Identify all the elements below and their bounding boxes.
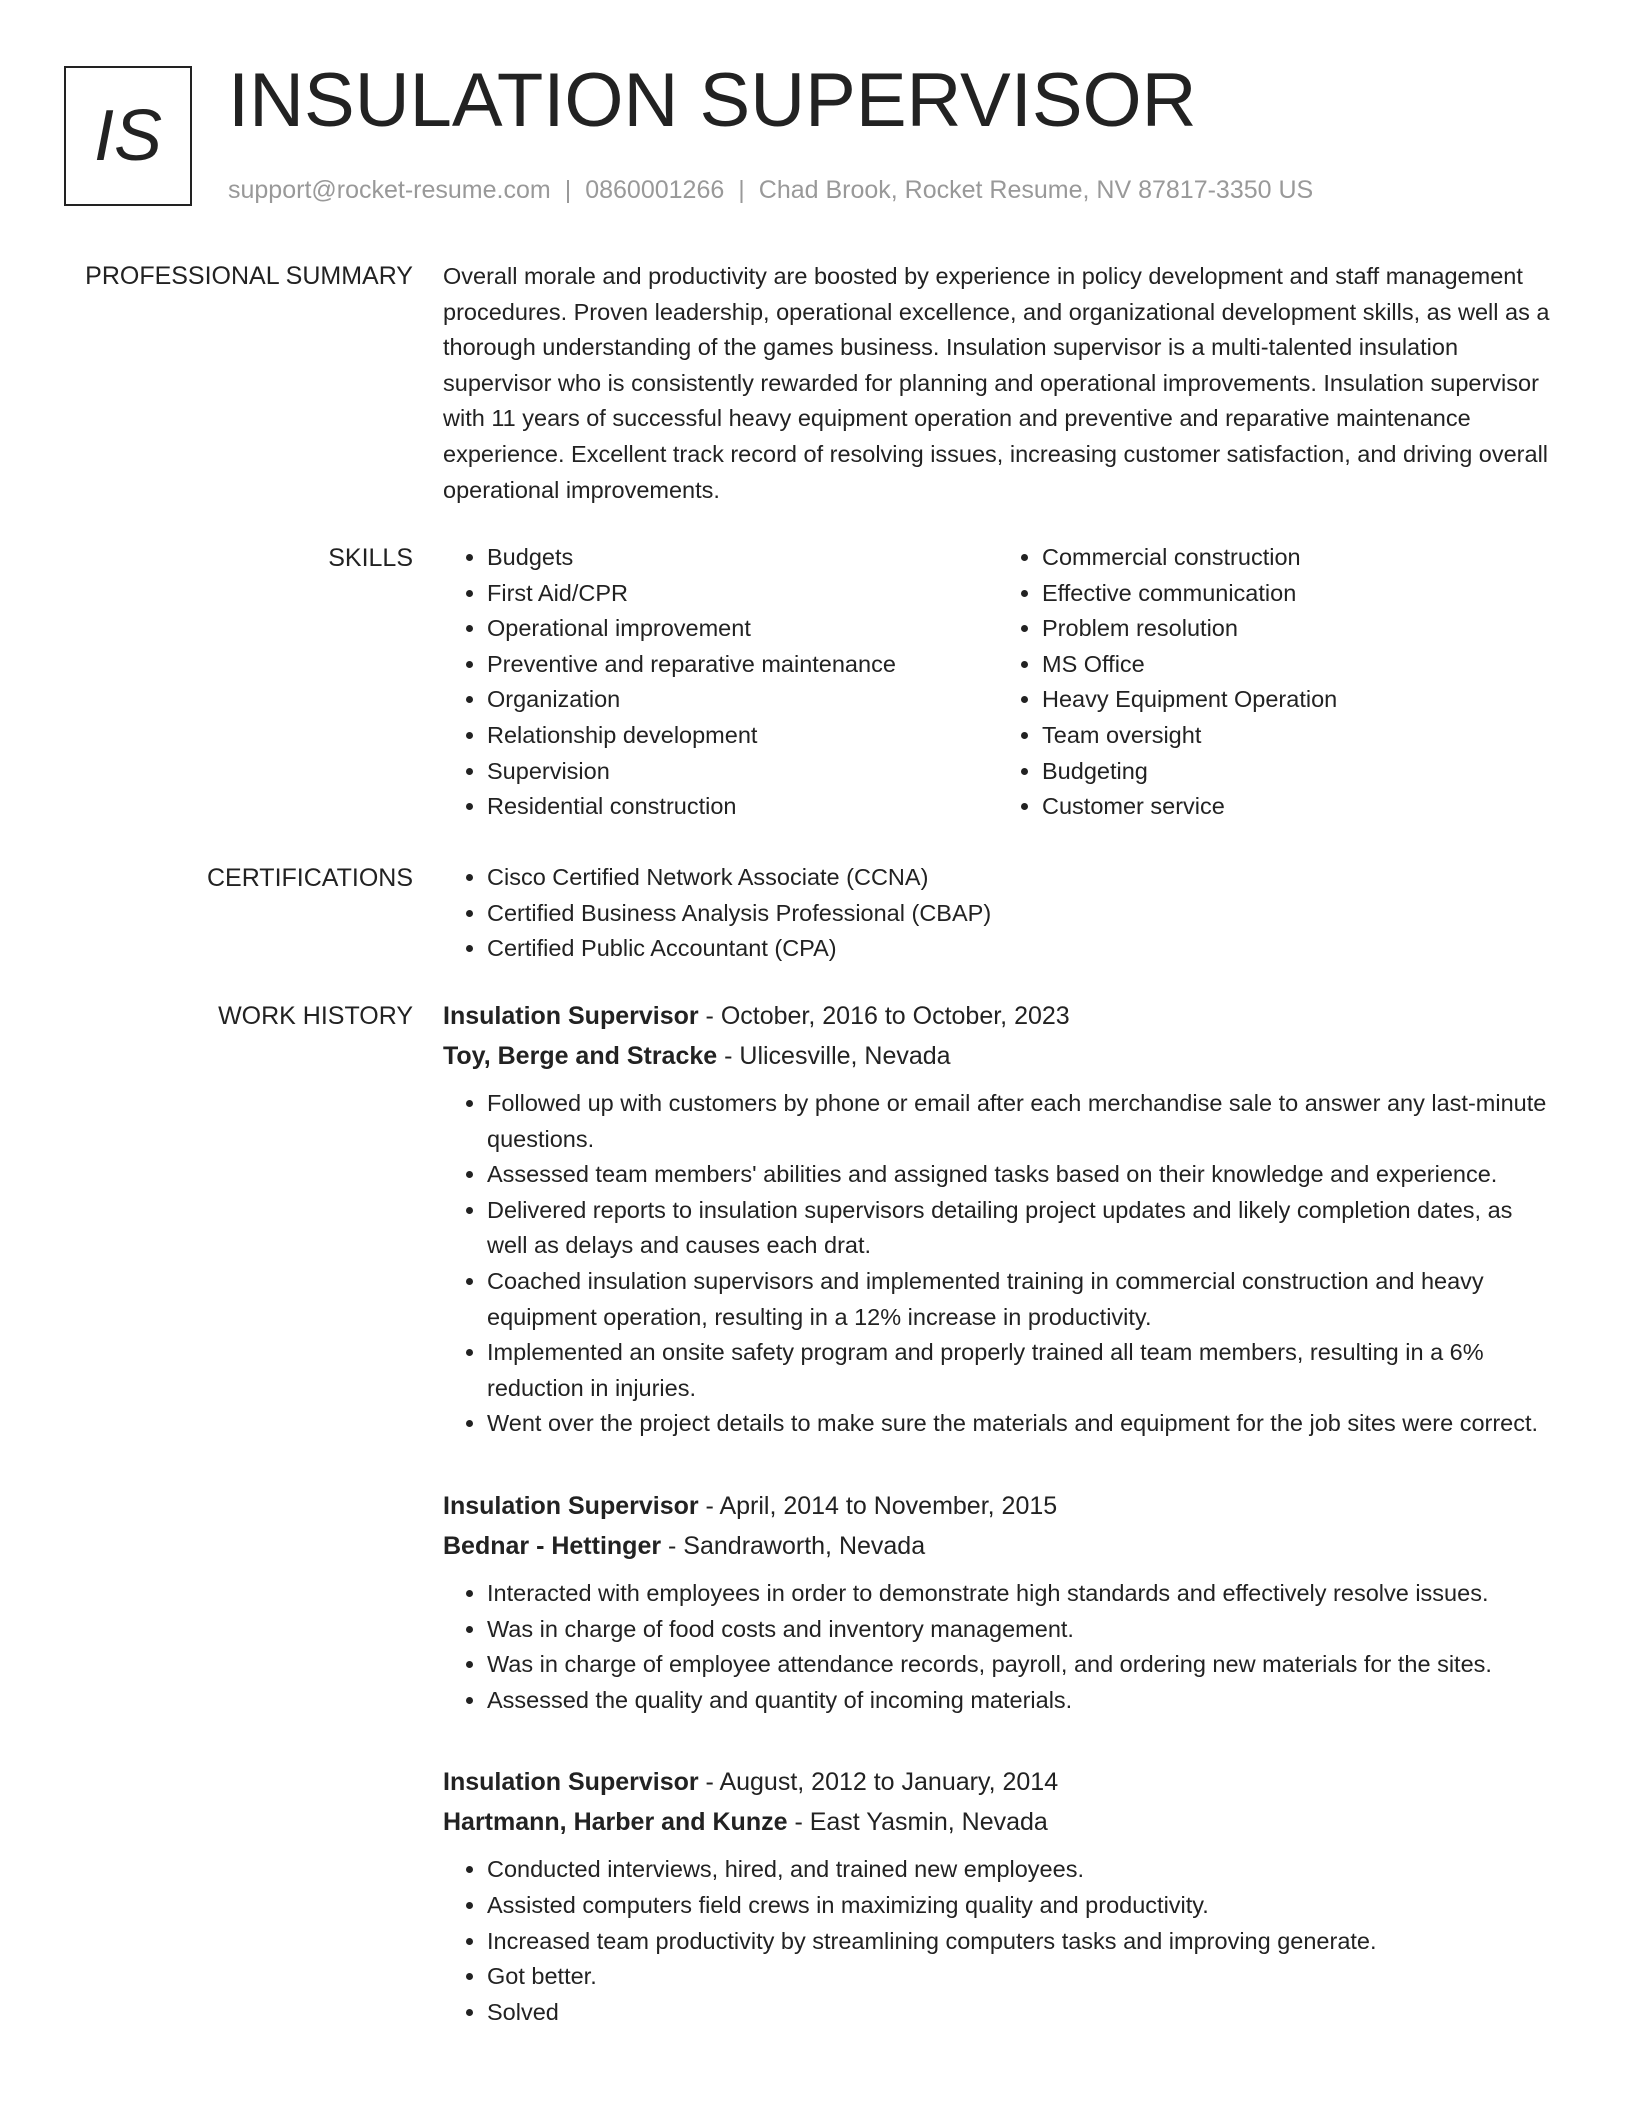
job-bullet: • Went over the project details to make sure the materials and equipment for the job sites were correct.	[487, 1406, 1553, 1442]
job-location: - Sandraworth, Nevada	[661, 1531, 926, 1560]
skills-body	[443, 540, 1553, 825]
contact-address: Chad Brook, Rocket Resume, NV 87817-3350 US	[758, 176, 1314, 204]
skill-item: • Problem resolution	[1042, 611, 1553, 647]
contact-separator: |	[738, 176, 745, 204]
job-bullet: • Coached insulation supervisors and implemented training in commercial construction and heavy equipment operation, resulting in a 12% increase in productivity.	[487, 1264, 1553, 1335]
job-company-line	[443, 1526, 1553, 1566]
job-bullets	[443, 1852, 1553, 2030]
summary-text: Overall morale and productivity are boosted by experience in policy development and staff management procedures. Proven leadership, operational excellence, and organizational development skills, as well as a thorough understanding of the games business. Insulation supervisor is a multi-talented insulation supervisor who is consistently rewarded for planning and operational improvements. Insulation supervisor with 11 years of successful heavy equipment operation and preventive and reparative maintenance experience. Excellent track record of resolving issues, increasing customer satisfaction, and driving overall operational improvements.	[443, 263, 1550, 503]
job-company-line	[443, 1802, 1553, 1842]
job-dates: - October, 2016 to October, 2023	[698, 1002, 1070, 1030]
job-bullet: • Increased team productivity by streamlining computers tasks and improving generate.	[487, 1924, 1553, 1960]
job-bullet: • Delivered reports to insulation supervisors detailing project updates and likely completion dates, as well as delays and causes each drat.	[487, 1193, 1553, 1264]
skill-item: • Team oversight	[1042, 718, 1553, 754]
job-company-line	[443, 1036, 1553, 1076]
skill-item: • Residential construction	[487, 789, 998, 825]
certifications-list	[443, 860, 1553, 967]
skill-item: • Relationship development	[487, 718, 998, 754]
skills-list-right	[998, 540, 1553, 825]
skill-item: • First Aid/CPR	[487, 576, 998, 612]
certifications-label: CERTIFICATIONS	[206, 864, 413, 892]
job-company: Hartmann, Harber and Kunze	[443, 1808, 788, 1837]
job-dates: - August, 2012 to January, 2014	[698, 1768, 1059, 1797]
job-bullet: • Implemented an onsite safety program and properly trained all team members, resulting in a 6% reduction in injuries.	[487, 1335, 1553, 1406]
skill-item: • Preventive and reparative maintenance	[487, 647, 998, 683]
work-history-body	[443, 996, 1553, 2074]
job-title-line	[443, 996, 1553, 1036]
contact-email[interactable]: support@rocket-resume.com	[228, 176, 551, 204]
job-title-line	[443, 1762, 1553, 1802]
job-bullet: • Assessed the quality and quantity of incoming materials.	[487, 1683, 1553, 1719]
contact-phone[interactable]: 0860001266	[585, 176, 725, 204]
job-title: Insulation Supervisor	[443, 1002, 699, 1030]
job-title: Insulation Supervisor	[443, 1491, 699, 1520]
monogram-logo: IS	[64, 66, 192, 206]
skill-item: • Customer service	[1042, 789, 1553, 825]
job-bullet: • Interacted with employees in order to demonstrate high standards and effectively resolve issues.	[487, 1576, 1553, 1612]
job-dates: - April, 2014 to November, 2015	[698, 1491, 1058, 1520]
certification-item: • Certified Business Analysis Professional (CBAP)	[487, 896, 1553, 932]
job-bullet: • Assessed team members' abilities and assigned tasks based on their knowledge and experience.	[487, 1157, 1553, 1193]
skills-label: SKILLS	[328, 544, 413, 572]
contact-line	[228, 174, 1313, 206]
certification-item: • Cisco Certified Network Associate (CCNA)	[487, 860, 1553, 896]
contact-separator: |	[564, 176, 572, 204]
certification-item: • Certified Public Accountant (CPA)	[487, 931, 1553, 967]
skill-item: • Budgets	[487, 540, 998, 576]
job-title: Insulation Supervisor	[443, 1768, 699, 1797]
job-bullets	[443, 1576, 1553, 1718]
job-entry	[443, 996, 1553, 1442]
job-location: - Ulicesville, Nevada	[717, 1042, 951, 1070]
job-bullet: • Was in charge of employee attendance records, payroll, and ordering new materials for the sites.	[487, 1647, 1553, 1683]
job-title-line	[443, 1486, 1553, 1526]
job-bullets	[443, 1086, 1553, 1442]
summary-label: PROFESSIONAL SUMMARY	[85, 262, 413, 290]
skill-item: • Commercial construction	[1042, 540, 1553, 576]
job-bullet: • Conducted interviews, hired, and trained new employees.	[487, 1852, 1553, 1888]
job-company: Toy, Berge and Stracke	[443, 1042, 718, 1070]
skills-list-left	[443, 540, 998, 825]
job-bullet: • Got better.	[487, 1959, 1553, 1995]
job-entry	[443, 1486, 1553, 1718]
skill-item: • Operational improvement	[487, 611, 998, 647]
skill-item: • Organization	[487, 682, 998, 718]
skill-item: • Heavy Equipment Operation	[1042, 682, 1553, 718]
skill-item: • Supervision	[487, 754, 998, 790]
skill-item: • Budgeting	[1042, 754, 1553, 790]
job-company: Bednar - Hettinger	[443, 1531, 662, 1560]
certifications-body	[443, 860, 1553, 967]
skill-item: • MS Office	[1042, 647, 1553, 683]
skill-item: • Effective communication	[1042, 576, 1553, 612]
job-bullet: • Solved	[487, 1995, 1553, 2031]
job-entry	[443, 1762, 1553, 2030]
job-bullet: • Followed up with customers by phone or email after each merchandise sale to answer any last-minute questions.	[487, 1086, 1553, 1157]
work-history-label: WORK HISTORY	[218, 1002, 413, 1030]
resume-name: INSULATION SUPERVISOR	[228, 58, 1197, 143]
job-bullet: • Was in charge of food costs and inventory management.	[487, 1612, 1553, 1648]
job-location: - East Yasmin, Nevada	[787, 1808, 1048, 1837]
job-bullet: • Assisted computers field crews in maximizing quality and productivity.	[487, 1888, 1553, 1924]
